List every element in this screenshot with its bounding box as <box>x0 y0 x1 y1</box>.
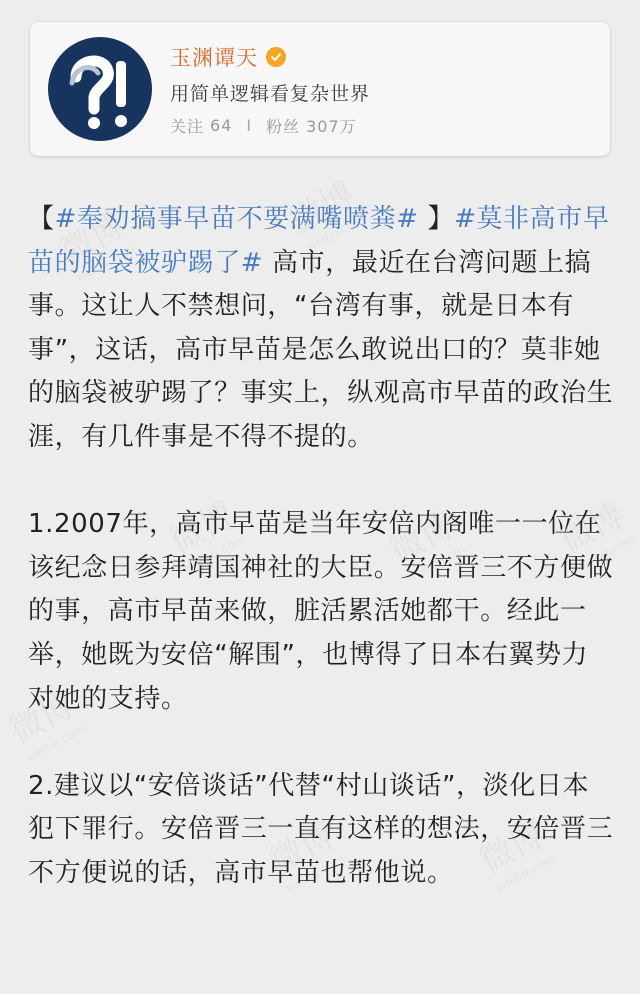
post-point-1: 1.2007年，高市早苗是当年安倍内阁唯一一位在该纪念日参拜靖国神社的大臣。安倍晋三不方便做的事，高市早苗来做，脏活累活她都干。经此一举，她既为安倍“解围”，也博得了日本右翼势力对她的支持。 <box>28 509 614 714</box>
following-label[interactable]: 关注 <box>170 117 205 136</box>
bracket-open: 【 <box>28 204 55 234</box>
stats-separator: I <box>246 116 253 135</box>
followers-count[interactable]: 307万 <box>306 117 357 136</box>
post-body <box>0 198 640 896</box>
bracket-close: 】 <box>418 204 455 234</box>
topic-link[interactable]: #奉劝搞事早苗不要满嘴喷粪# <box>54 204 419 234</box>
username[interactable]: 玉渊谭天 <box>170 46 258 70</box>
post-intro-paragraph <box>28 198 614 460</box>
topic-link[interactable]: #莫非高市早苗的脑袋被驴踢了# <box>28 204 610 278</box>
followers-label[interactable]: 粉丝 <box>266 117 301 136</box>
profile-bio: 用简单逻辑看复杂世界 <box>170 83 371 105</box>
following-count[interactable]: 64 <box>210 116 233 135</box>
profile-stats <box>170 114 370 137</box>
avatar-logo-icon <box>48 37 152 141</box>
intro-text: 高市，最近在台湾问题上搞事。这让人不禁想问，“台湾有事，就是日本有事”，这话，高市早苗是怎么敢说出口的？莫非她的脑袋被驴踢了？事实上，纵观高市早苗的政治生涯，有几件事是不得不提的。 <box>28 247 614 452</box>
post-point-2: 2.建议以“安倍谈话”代替“村山谈话”，淡化日本犯下罪行。安倍晋三一直有这样的想法，安倍晋三不方便说的话，高市早苗也帮他说。 <box>28 770 614 888</box>
verified-check-icon <box>266 47 286 67</box>
avatar[interactable] <box>48 37 152 141</box>
profile-card[interactable] <box>30 22 610 156</box>
